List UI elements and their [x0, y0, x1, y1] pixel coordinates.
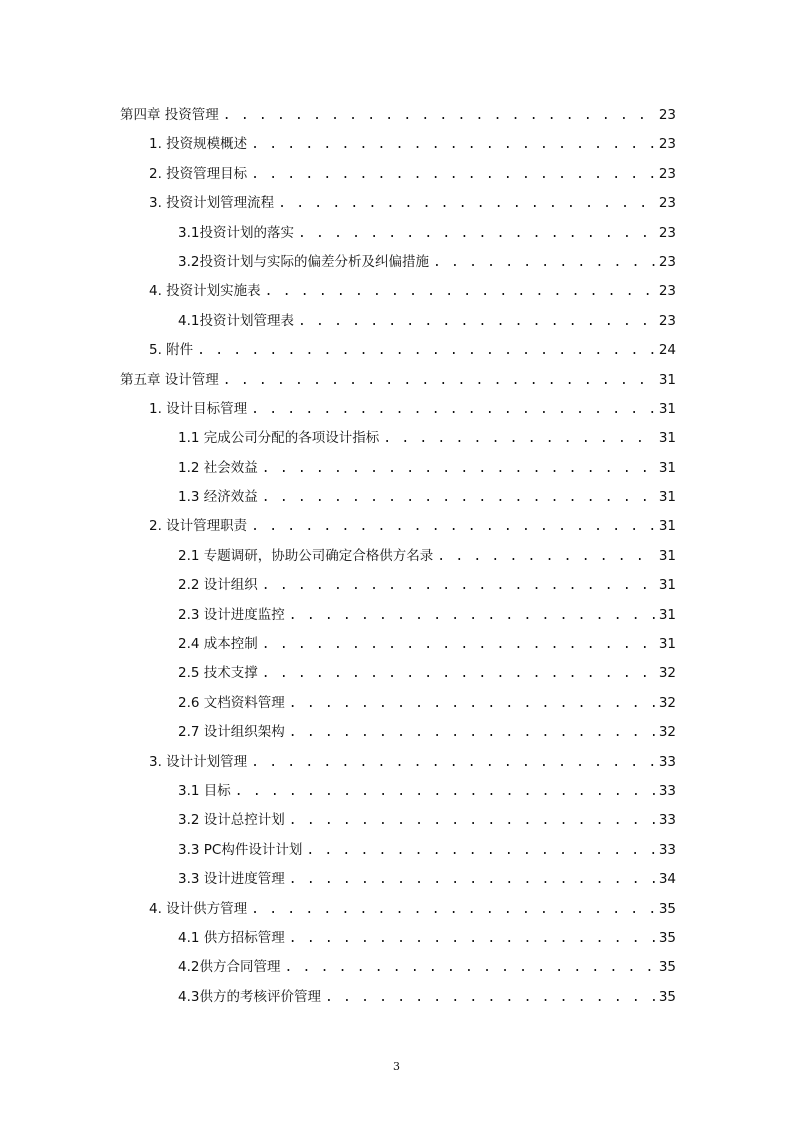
toc-entry-page: 32 [658, 694, 676, 711]
toc-entry[interactable] [120, 454, 676, 483]
dot-leader [289, 689, 655, 718]
dot-leader [251, 748, 655, 777]
toc-entry-title: 2.4 成本控制 [178, 636, 258, 653]
toc-entry[interactable] [120, 806, 676, 835]
toc-entry-page: 31 [658, 459, 676, 476]
toc-entry[interactable] [120, 424, 676, 453]
toc-entry[interactable] [120, 983, 676, 1012]
toc-entry-page: 23 [658, 253, 676, 270]
toc-entry[interactable] [120, 571, 676, 600]
toc-entry-title: 4.3供方的考核评价管理 [178, 988, 321, 1005]
toc-entry-page: 23 [658, 283, 676, 300]
toc-entry-page: 23 [658, 107, 676, 123]
dot-leader [223, 101, 655, 130]
toc-entry-page: 23 [658, 195, 676, 212]
dot-leader [251, 512, 655, 541]
toc-entry-page: 33 [658, 812, 676, 829]
dot-leader [289, 806, 655, 835]
toc-entry-page: 34 [658, 871, 676, 888]
toc-entry-title: 2.2 设计组织 [178, 577, 258, 594]
toc-entry-title: 3. 设计计划管理 [149, 753, 248, 770]
toc-entry[interactable] [120, 836, 676, 865]
toc-entry-title: 2.6 文档资料管理 [178, 694, 285, 711]
toc-entry-page: 23 [658, 312, 676, 329]
toc-entry[interactable] [120, 542, 676, 571]
toc-entry-page: 31 [658, 606, 676, 623]
toc-entry-page: 33 [658, 753, 676, 770]
toc-entry-page: 23 [658, 224, 676, 241]
toc-entry-title: 2.3 设计进度监控 [178, 606, 285, 623]
toc-entry[interactable] [120, 160, 676, 189]
dot-leader [251, 895, 655, 924]
dot-leader [289, 924, 655, 953]
toc-entry-page: 35 [658, 959, 676, 976]
dot-leader [437, 542, 655, 571]
toc-entry-page: 31 [658, 400, 676, 417]
dot-leader [251, 130, 655, 159]
dot-leader [298, 219, 655, 248]
toc-entry[interactable] [120, 395, 676, 424]
toc-entry[interactable] [120, 748, 676, 777]
dot-leader [298, 307, 655, 336]
dot-leader [251, 160, 655, 189]
dot-leader [197, 336, 655, 365]
toc-entry-title: 4. 设计供方管理 [149, 900, 248, 917]
toc-entry-page: 31 [658, 518, 676, 535]
toc-entry-title: 3. 投资计划管理流程 [149, 195, 275, 212]
dot-leader [433, 248, 655, 277]
toc-entry-title: 1.2 社会效益 [178, 459, 258, 476]
table-of-contents [120, 101, 676, 1012]
toc-entry[interactable] [120, 101, 676, 130]
toc-entry-page: 31 [658, 371, 676, 388]
toc-entry-page: 33 [658, 782, 676, 799]
dot-leader [262, 659, 655, 688]
toc-entry-title: 3.2 设计总控计划 [178, 812, 285, 829]
toc-entry-page: 31 [658, 636, 676, 653]
toc-entry[interactable] [120, 865, 676, 894]
toc-entry-title: 2.7 设计组织架构 [178, 724, 285, 741]
dot-leader [251, 395, 655, 424]
toc-entry-title: 第五章 设计管理 [120, 371, 219, 388]
toc-entry-page: 31 [658, 577, 676, 594]
page-number: 3 [393, 1060, 400, 1073]
toc-entry-page: 24 [658, 342, 676, 359]
toc-entry-title: 1.1 完成公司分配的各项设计指标 [178, 430, 380, 447]
toc-entry-page: 32 [658, 665, 676, 682]
toc-entry[interactable] [120, 219, 676, 248]
dot-leader [262, 630, 655, 659]
toc-entry-page: 35 [658, 988, 676, 1005]
toc-entry-title: 1. 设计目标管理 [149, 400, 248, 417]
toc-entry[interactable] [120, 689, 676, 718]
dot-leader [262, 454, 655, 483]
toc-entry-title: 4.1投资计划管理表 [178, 312, 294, 329]
toc-entry[interactable] [120, 366, 676, 395]
toc-entry[interactable] [120, 189, 676, 218]
toc-entry[interactable] [120, 953, 676, 982]
toc-entry-page: 33 [658, 841, 676, 858]
toc-entry[interactable] [120, 924, 676, 953]
toc-entry-title: 2. 投资管理目标 [149, 165, 248, 182]
toc-entry-page: 35 [658, 900, 676, 917]
dot-leader [306, 836, 654, 865]
toc-entry-title: 3.3 设计进度管理 [178, 871, 285, 888]
dot-leader [262, 571, 655, 600]
toc-entry-page: 31 [658, 489, 676, 506]
toc-entry[interactable] [120, 895, 676, 924]
toc-entry[interactable] [120, 777, 676, 806]
toc-entry-title: 3.2投资计划与实际的偏差分析及纠偏措施 [178, 253, 429, 270]
dot-leader [289, 601, 655, 630]
toc-entry-page: 31 [658, 547, 676, 564]
toc-entry-title: 4.1 供方招标管理 [178, 929, 285, 946]
toc-entry-page: 31 [658, 430, 676, 447]
toc-entry-title: 2. 设计管理职责 [149, 518, 248, 535]
dot-leader [262, 483, 655, 512]
toc-entry-title: 第四章 投资管理 [120, 107, 219, 123]
toc-entry-title: 2.5 技术支撑 [178, 665, 258, 682]
toc-entry-title: 2.1 专题调研，协助公司确定合格供方名录 [178, 547, 434, 564]
toc-entry-title: 1. 投资规模概述 [149, 136, 248, 153]
dot-leader [289, 718, 655, 747]
toc-entry-title: 3.1投资计划的落实 [178, 224, 294, 241]
toc-entry-page: 23 [658, 165, 676, 182]
toc-entry[interactable] [120, 718, 676, 747]
toc-entry-title: 1.3 经济效益 [178, 489, 258, 506]
toc-entry-title: 3.3 PC构件设计计划 [178, 841, 303, 858]
toc-entry-title: 4. 投资计划实施表 [149, 283, 261, 300]
toc-entry[interactable] [120, 248, 676, 277]
toc-entry[interactable] [120, 601, 676, 630]
dot-leader [278, 189, 655, 218]
toc-entry-title: 4.2供方合同管理 [178, 959, 281, 976]
toc-entry-page: 32 [658, 724, 676, 741]
toc-entry[interactable] [120, 277, 676, 306]
dot-leader [284, 953, 654, 982]
dot-leader [265, 277, 655, 306]
dot-leader [383, 424, 655, 453]
toc-entry[interactable] [120, 307, 676, 336]
toc-entry[interactable] [120, 659, 676, 688]
toc-entry[interactable] [120, 630, 676, 659]
dot-leader [325, 983, 655, 1012]
dot-leader [223, 366, 655, 395]
toc-entry-title: 3.1 目标 [178, 782, 231, 799]
dot-leader [235, 777, 655, 806]
toc-entry[interactable] [120, 512, 676, 541]
toc-entry[interactable] [120, 483, 676, 512]
toc-entry-page: 23 [658, 136, 676, 153]
toc-entry[interactable] [120, 336, 676, 365]
toc-entry[interactable] [120, 130, 676, 159]
toc-entry-title: 5. 附件 [149, 342, 194, 359]
toc-entry-page: 35 [658, 929, 676, 946]
dot-leader [289, 865, 655, 894]
